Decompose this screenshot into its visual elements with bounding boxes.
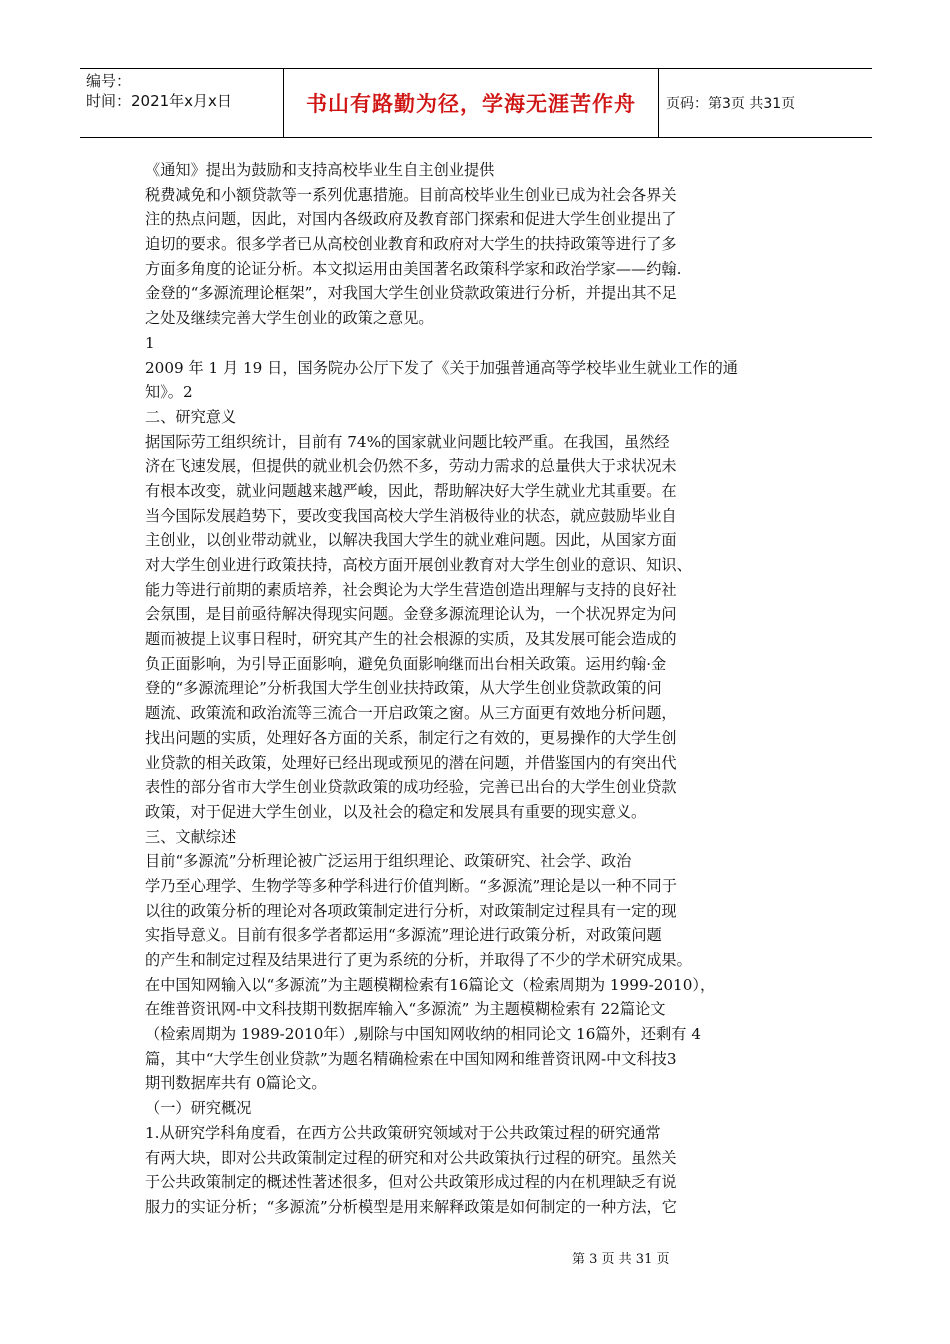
code-label: 编号： [86, 72, 132, 90]
page-header [80, 68, 872, 138]
text-line: 注的热点问题，因此，对国内各级政府及教育部门探索和促进大学生创业提出了 [145, 210, 677, 229]
text-line: 方面多角度的论证分析。本文拟运用由美国著名政策科学家和政治学家——约翰. [145, 259, 682, 278]
text-line: 有两大块，即对公共政策制定过程的研究和对公共政策执行过程的研究。虽然关 [145, 1148, 677, 1167]
text-line: 税费减免和小额贷款等一系列优惠措施。目前高校毕业生创业已成为社会各界关 [145, 185, 677, 204]
text-line: 据国际劳工组织统计，目前有 74%的国家就业问题比较严重。在我国，虽然经 [145, 432, 670, 451]
header-page-info: 页码：第3页 共31页 [666, 96, 796, 112]
text-line: （检索周期为 1989-2010年）,剔除与中国知网收纳的相同论文 16篇外，还剩有 4 [145, 1025, 701, 1044]
text-line: 期刊数据库共有 0篇论文。 [145, 1074, 327, 1093]
text-line: 当今国际发展趋势下，要改变我国高校大学生消极待业的状态，就应鼓励毕业自 [145, 506, 677, 525]
text-line: 迫切的要求。很多学者已从高校创业教育和政府对大学生的扶持政策等进行了多 [145, 235, 677, 254]
text-line: 题流、政策流和政治流等三流合一开启政策之窗。从三方面更有效地分析问题， [145, 704, 677, 723]
text-line: 有根本改变，就业问题越来越严峻，因此，帮助解决好大学生就业尤其重要。在 [145, 481, 677, 500]
text-line: 三、文献综述 [145, 827, 237, 846]
text-line: 业贷款的相关政策，处理好已经出现或预见的潜在问题，并借鉴国内的有突出代 [145, 753, 677, 772]
text-line: 篇，其中“大学生创业贷款”为题名精确检索在中国知网和维普资讯网-中文科技3 [145, 1049, 677, 1068]
text-line: 于公共政策制定的概述性著述很多，但对公共政策形成过程的内在机理缺乏有说 [145, 1173, 677, 1192]
header-divider-right [658, 69, 659, 137]
text-line: 1.从研究学科角度看，在西方公共政策研究领域对于公共政策过程的研究通常 [145, 1123, 661, 1142]
text-line: 登的“多源流理论”分析我国大学生创业扶持政策，从大学生创业贷款政策的问 [145, 679, 662, 698]
text-line: 能力等进行前期的素质培养，社会舆论为大学生营造创造出理解与支持的良好社 [145, 580, 677, 599]
text-line: 金登的“多源流理论框架”，对我国大学生创业贷款政策进行分析，并提出其不足 [145, 284, 677, 303]
document-body [145, 158, 825, 1220]
text-line: 政策，对于促进大学生创业，以及社会的稳定和发展具有重要的现实意义。 [145, 802, 647, 821]
text-line: 知》。2 [145, 383, 193, 402]
header-motto: 书山有路勤为径，学海无涯苦作舟 [306, 92, 636, 116]
text-line: 找出问题的实质，处理好各方面的关系，制定行之有效的，更易操作的大学生创 [145, 728, 677, 747]
text-line: 对大学生创业进行政策扶持，高校方面开展创业教育对大学生创业的意识、知识、 [145, 556, 692, 574]
date-line: 时间：2021年x月x日 [86, 92, 232, 110]
header-meta [86, 71, 276, 111]
text-line: 主创业，以创业带动就业，以解决我国大学生的就业难问题。因此，从国家方面 [145, 531, 677, 550]
text-line: 学乃至心理学、生物学等多种学科进行价值判断。“多源流”理论是以一种不同于 [145, 876, 677, 895]
text-line: 1 [145, 333, 155, 352]
page-footer: 第 3 页 共 31 页 [572, 1252, 670, 1267]
text-line: （一）研究概况 [145, 1099, 252, 1118]
text-line: 会氛围，是目前亟待解决得现实问题。金登多源流理论认为，一个状况界定为问 [145, 605, 677, 624]
text-line: 负正面影响，为引导正面影响，避免负面影响继而出台相关政策。运用约翰·金 [145, 654, 667, 673]
text-line: 服力的实证分析；“多源流”分析模型是用来解释政策是如何制定的一种方法，它 [145, 1197, 677, 1216]
text-line: 题而被提上议事日程时，研究其产生的社会根源的实质，及其发展可能会造成的 [145, 630, 677, 649]
text-line: 在中国知网输入以“多源流”为主题模糊检索有16篇论文（检索周期为 1999-2010）， [145, 975, 716, 994]
text-line: 的产生和制定过程及结果进行了更为系统的分析，并取得了不少的学术研究成果。 [145, 951, 692, 969]
text-line: 之处及继续完善大学生创业的政策之意见。 [145, 309, 434, 328]
text-line: 《通知》提出为鼓励和支持高校毕业生自主创业提供 [145, 161, 495, 179]
text-line: 实指导意义。目前有很多学者都运用“多源流”理论进行政策分析，对政策问题 [145, 926, 662, 945]
text-line: 济在飞速发展，但提供的就业机会仍然不多，劳动力需求的总量供大于求状况未 [145, 457, 677, 476]
text-line: 二、研究意义 [145, 407, 237, 426]
text-line: 以往的政策分析的理论对各项政策制定进行分析，对政策制定过程具有一定的现 [145, 901, 677, 920]
text-line: 目前“多源流”分析理论被广泛运用于组织理论、政策研究、社会学、政治 [145, 852, 632, 871]
text-line: 表性的部分省市大学生创业贷款政策的成功经验，完善已出台的大学生创业贷款 [145, 778, 677, 797]
text-line: 在维普资讯网-中文科技期刊数据库输入“多源流” 为主题模糊检索有 22篇论文 [145, 1000, 666, 1019]
text-line: 2009 年 1 月 19 日，国务院办公厅下发了《关于加强普通高等学校毕业生就业工作的通 [145, 358, 738, 377]
